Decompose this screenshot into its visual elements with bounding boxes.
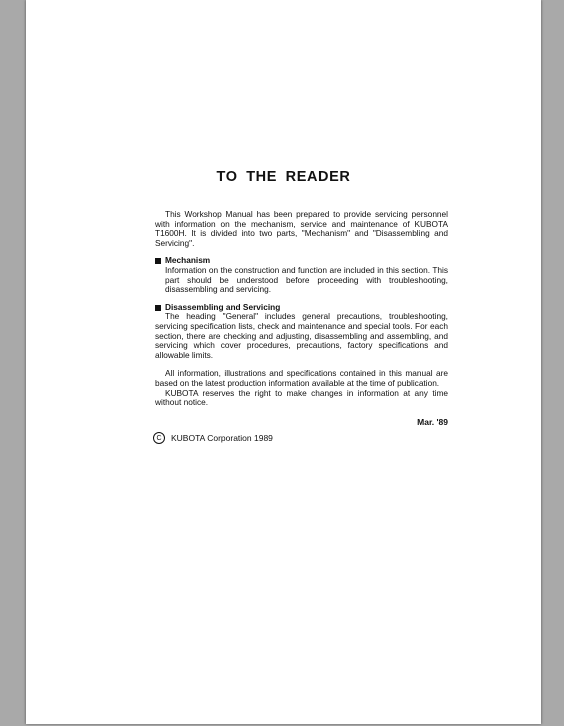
- square-bullet-icon: [155, 258, 161, 264]
- square-bullet-icon: [155, 305, 161, 311]
- document-page: [26, 0, 541, 724]
- section-heading-label: Mechanism: [165, 255, 211, 266]
- copyright-icon: C: [153, 432, 165, 444]
- copyright-text: KUBOTA Corporation 1989: [171, 433, 273, 443]
- page-content: [155, 210, 448, 408]
- publication-date: Mar. '89: [417, 417, 448, 427]
- section-body-mechanism: Information on the construction and function are included in this section. This part should be understood before proceeding with troubleshooting, disassembling and servicing.: [165, 264, 448, 295]
- page-title: TO THE READER: [216, 169, 351, 185]
- intro-paragraph: This Workshop Manual has been prepared to provide servicing personnel with information on the mechanism, service and maintenance of KUBOTA T1600H. It is divided into two parts, "Mechanism" and "Disassembling and Servicing".: [155, 209, 448, 248]
- copyright-line: [153, 432, 273, 444]
- closing-paragraph-2: KUBOTA reserves the right to make changes in information at any time without notice.: [155, 387, 448, 408]
- section-body-disassembling: The heading "General" includes general precautions, troubleshooting, servicing specification lists, check and maintenance and special tools. For each section, there are checking and adjusting, disassembling and assembling, and servicing which cover procedures, precautions, factory specifications and allowable limits.: [155, 311, 448, 360]
- section-heading-label: Disassembling and Servicing: [165, 301, 281, 312]
- closing-paragraph-1: All information, illustrations and specifications contained in this manual are based on the latest production information available at the time of publication.: [155, 368, 448, 388]
